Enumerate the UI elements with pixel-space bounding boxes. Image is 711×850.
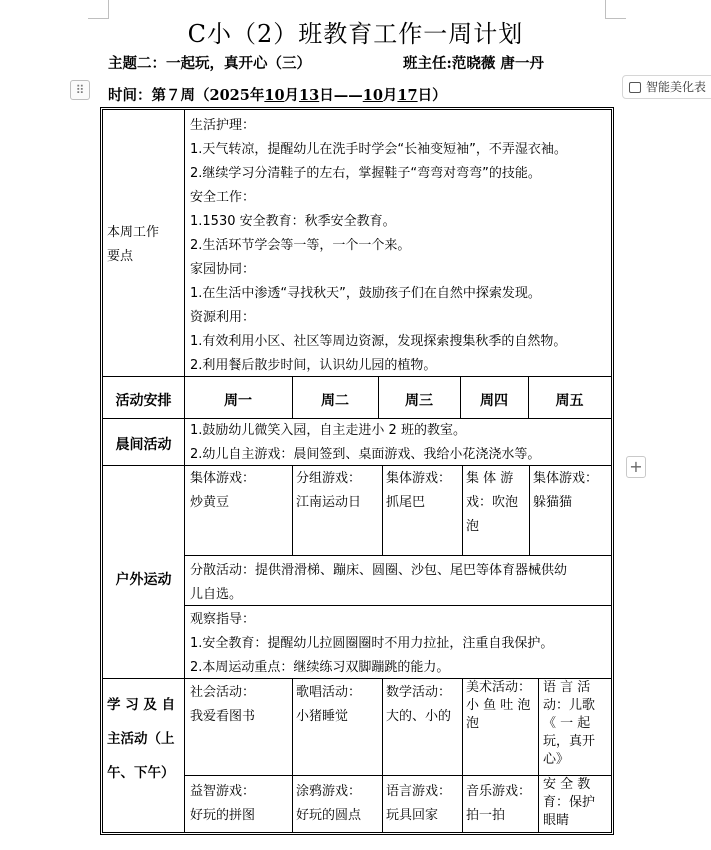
col-divider xyxy=(382,465,383,555)
morning-content xyxy=(190,419,540,467)
outdoor-mon xyxy=(190,467,255,515)
teacher-line: 班主任:范晓薇 唐一丹 xyxy=(403,55,544,72)
text-line: 观察指导： xyxy=(190,612,256,627)
time-end-day: 17 xyxy=(397,87,418,104)
text-line: 泡 xyxy=(466,716,480,731)
text-line: 躲猫猫 xyxy=(533,495,573,510)
col-divider xyxy=(538,678,539,832)
row-divider xyxy=(184,555,611,556)
study-thu-2 xyxy=(466,780,531,828)
table-style-icon xyxy=(629,82,641,93)
label-line: 学 习 及 自 xyxy=(107,697,176,713)
text-line: 集 体 游 xyxy=(466,471,514,486)
text-line: 美术活动： xyxy=(466,680,532,695)
text-line: 1.天气转凉，提醒幼儿在洗手时学会“长袖变短袖”，不弄湿衣袖。 xyxy=(190,142,567,157)
outdoor-tue xyxy=(296,467,361,515)
add-row-button[interactable]: + xyxy=(626,456,646,478)
smart-beautify-table-button[interactable] xyxy=(622,75,711,99)
text-line: 社会活动： xyxy=(190,685,256,700)
text-line: 戏：吹泡 xyxy=(466,495,519,510)
text-line: 1.鼓励幼儿微笑入园，自主走进小 2 班的教室。 xyxy=(190,423,466,438)
text-line: 我爱看图书 xyxy=(190,709,256,724)
text-line: 2.利用餐后散步时间，认识幼儿园的植物。 xyxy=(190,358,437,373)
text-line: 语言游戏： xyxy=(386,784,452,799)
text-line: 好玩的拼图 xyxy=(190,808,256,823)
outdoor-fri xyxy=(533,467,598,515)
text-line: 集体游戏： xyxy=(190,471,256,486)
table-move-handle[interactable]: ⠿ xyxy=(70,80,90,100)
col-divider xyxy=(292,678,293,832)
study-fri-1 xyxy=(543,679,595,769)
text-line: 歌唱活动： xyxy=(296,685,362,700)
time-start-month: 10 xyxy=(264,87,285,104)
text-line: 江南运动日 xyxy=(296,495,362,510)
day-thursday: 周四 xyxy=(480,393,508,409)
week-points-content xyxy=(190,114,567,378)
text-line: 玩具回家 xyxy=(386,808,439,823)
morning-label: 晨间活动 xyxy=(115,437,172,453)
day-friday: 周五 xyxy=(555,393,584,409)
study-mon-2 xyxy=(190,780,255,828)
outdoor-label: 户外运动 xyxy=(115,572,172,588)
text-line: 2.幼儿自主游戏：晨间签到、桌面游戏、我给小花浇浇水等。 xyxy=(190,447,541,462)
text-line: 语 言 活 xyxy=(543,680,591,695)
text-line: 1.1530 安全教育：秋季安全教育。 xyxy=(190,214,396,229)
text-line: 2.生活环节学会等一等，一个一个来。 xyxy=(190,238,411,253)
text-line: 1.安全教育：提醒幼儿拉圆圈圈时不用力拉扯，注重自我保护。 xyxy=(190,636,554,651)
col-divider xyxy=(529,465,530,555)
text-line: 资源利用： xyxy=(190,310,256,325)
label-line: 要点 xyxy=(107,249,134,264)
week-points-label xyxy=(107,221,159,269)
time-end-month: 10 xyxy=(362,87,383,104)
day-tuesday: 周二 xyxy=(321,393,349,409)
col-divider xyxy=(462,678,463,832)
label-line: 午、下午） xyxy=(107,765,175,781)
text-line: 集体游戏： xyxy=(386,471,452,486)
text-line: 音乐游戏： xyxy=(466,784,532,799)
text-line: 生活护理： xyxy=(190,118,256,133)
text-line: 安全工作： xyxy=(190,190,256,205)
study-label xyxy=(107,688,175,790)
study-wed-2 xyxy=(386,780,451,828)
time-month-char-2: 月 xyxy=(382,87,398,104)
text-line: 《 一 起 xyxy=(543,716,591,731)
text-line: 数学活动： xyxy=(386,685,452,700)
text-line: 分组游戏： xyxy=(296,471,362,486)
day-monday: 周一 xyxy=(224,393,252,409)
time-prefix: 时间：第７周（2025年 xyxy=(108,87,265,104)
study-mon-1 xyxy=(190,681,255,729)
text-line: 玩，真开 xyxy=(543,734,596,749)
text-line: 涂鸦游戏： xyxy=(296,784,362,799)
text-line: 集体游戏： xyxy=(533,471,599,486)
col-divider xyxy=(184,110,185,832)
outdoor-wed xyxy=(386,467,451,515)
time-start-day: 13 xyxy=(299,87,320,104)
text-line: 2.继续学习分清鞋子的左右，掌握鞋子“弯弯对弯弯”的技能。 xyxy=(190,166,541,181)
outdoor-thu xyxy=(466,467,518,539)
text-line: 育：保护 xyxy=(543,795,596,810)
label-line: 本周工作 xyxy=(107,225,160,240)
smart-beautify-label: 智能美化表 xyxy=(646,80,707,94)
text-line: 抓尾巴 xyxy=(386,495,426,510)
text-line: 好玩的圆点 xyxy=(296,808,362,823)
text-line: 泡 xyxy=(466,519,480,534)
text-line: 家园协同： xyxy=(190,262,256,277)
day-wednesday: 周三 xyxy=(405,393,433,409)
text-line: 拍一拍 xyxy=(466,808,506,823)
col-divider xyxy=(292,465,293,555)
text-line: 动：儿歌 xyxy=(543,698,596,713)
activity-header: 活动安排 xyxy=(115,393,172,409)
study-wed-1 xyxy=(386,681,451,729)
document-title: C小（2）班教育工作一周计划 xyxy=(187,20,524,48)
outdoor-observe xyxy=(190,608,553,680)
text-line: 1.有效利用小区、社区等周边资源，发现探索搜集秋季的自然物。 xyxy=(190,334,567,349)
text-line: 益智游戏： xyxy=(190,784,256,799)
text-line: 大的、小的 xyxy=(386,709,452,724)
time-day-dash: 日—— xyxy=(319,87,363,104)
col-divider xyxy=(462,465,463,555)
text-line: 分散活动：提供滑滑梯、蹦床、圆圈、沙包、尾巴等体育器械供幼 xyxy=(190,563,568,578)
study-tue-1 xyxy=(296,681,361,729)
text-line: 炒黄豆 xyxy=(190,495,230,510)
text-line: 心》 xyxy=(543,752,570,767)
text-line: 眼睛 xyxy=(543,813,570,828)
text-line: 2.本周运动重点：继续练习双脚蹦跳的能力。 xyxy=(190,660,450,675)
outdoor-scatter xyxy=(190,559,567,607)
text-line: 小 鱼 吐 泡 xyxy=(466,698,531,713)
time-month-char-1: 月 xyxy=(284,87,300,104)
study-tue-2 xyxy=(296,780,361,828)
time-suffix: 日） xyxy=(417,87,447,104)
time-line xyxy=(108,84,447,105)
text-line: 儿自选。 xyxy=(190,587,243,602)
theme-line: 主题二：一起玩，真开心（三） xyxy=(108,55,311,72)
text-line: 1.在生活中渗透“寻找秋天”，鼓励孩子们在自然中探索发现。 xyxy=(190,286,541,301)
study-fri-2 xyxy=(543,776,595,830)
text-line: 小猪睡觉 xyxy=(296,709,349,724)
text-line: 安 全 教 xyxy=(543,777,591,792)
study-thu-1 xyxy=(466,679,531,733)
label-line: 主活动（上 xyxy=(107,731,175,747)
col-divider xyxy=(382,678,383,832)
